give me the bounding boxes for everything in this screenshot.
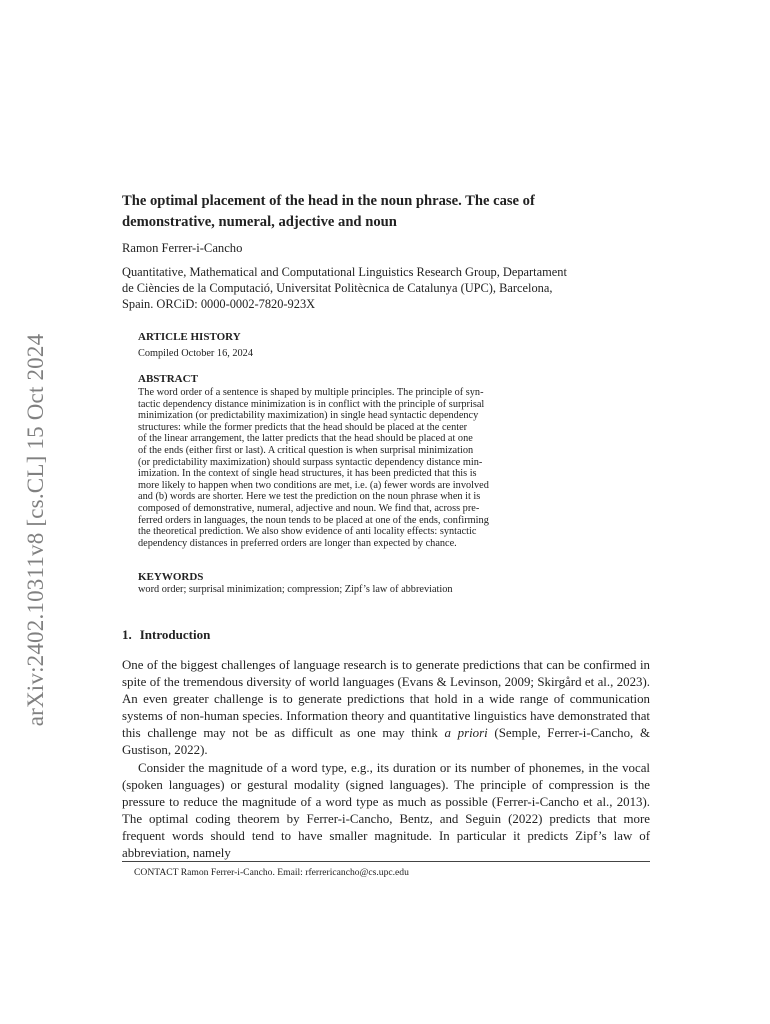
section-title: Introduction (139, 627, 211, 642)
abstract-line: ferred orders in languages, the noun tends to be placed at one of the ends, confirming (138, 514, 489, 526)
section-heading (122, 627, 210, 643)
affiliation-line-2: de Ciències de la Computació, Universitat Politècnica de Catalunya (UPC), Barcelona, (122, 281, 553, 295)
affiliation-line-1: Quantitative, Mathematical and Computational Linguistics Research Group, Departament (122, 265, 567, 279)
abstract-line: dependency distances in preferred orders are longer than expected by chance. (138, 537, 457, 549)
contact-footnote: CONTACT Ramon Ferrer-i-Cancho. Email: rferrericancho@cs.upc.edu (134, 867, 409, 878)
footnote-rule (122, 861, 650, 862)
abstract-line: imization. In the context of single head structures, it has been predicted that this is (138, 468, 477, 480)
keywords-heading: KEYWORDS (138, 571, 204, 583)
abstract-line: structures: while the former predicts that the head should be placed at the center (138, 421, 468, 433)
paragraph-2: Consider the magnitude of a word type, e.g., its duration or its number of phonemes, in the vocal (spoken languages) or gestural modality (signed languages). The principle of compression is the pressure to reduce the magnitude of a word type as much as possible (Ferrer-i-Cancho et al., 2013). The optimal coding theorem by Ferrer-i-Cancho, Bentz, and Seguin (2022) predicts that more frequent words should tend to have smaller magnitude. In particular it predicts Zipf’s law of abbreviation, namely (122, 760, 650, 861)
paragraph-1-tail: (Semple, Ferrer-i-Cancho, & Gustison, 2022). (122, 726, 650, 758)
abstract-line: (or predictability maximization) should surpass syntactic dependency distance min- (138, 456, 483, 468)
abstract-line: The word order of a sentence is shaped by multiple principles. The principle of syn- (138, 387, 484, 398)
abstract-line: and (b) words are shorter. Here we test the prediction on the noun phrase when it is (138, 491, 481, 503)
author-name: Ramon Ferrer-i-Cancho (122, 241, 243, 255)
abstract-line: the theoretical prediction. We also show evidence of anti locality effects: syntactic (138, 526, 477, 538)
abstract-heading: ABSTRACT (138, 373, 198, 385)
abstract-line: tactic dependency distance minimization is in conflict with the principle of surprisal (138, 398, 485, 410)
abstract-line: composed of demonstrative, numeral, adjective and noun. We find that, across pre- (138, 502, 480, 514)
abstract-line: more likely to happen when two conditions are met, i.e. (a) fewer words are involved (138, 479, 489, 491)
keywords-list: word order; surprisal minimization; compression; Zipf’s law of abbreviation (138, 584, 453, 595)
author-affiliation (122, 264, 650, 312)
title-line-1: The optimal placement of the head in the noun phrase. The case of (122, 193, 535, 209)
paragraph-1-italic: a priori (444, 726, 488, 741)
abstract-line: minimization (or predictability maximization) in single head syntactic dependency (138, 410, 479, 422)
arxiv-sidebar (16, 320, 56, 740)
affiliation-line-3: Spain. ORCiD: 0000-0002-7820-923X (122, 297, 316, 311)
section-number: 1. (122, 627, 132, 642)
abstract-line: of the ends (either first or last). A critical question is when surprisal minimization (138, 444, 474, 456)
paper-title (122, 191, 652, 233)
article-history-heading: ARTICLE HISTORY (138, 331, 241, 343)
compiled-date: Compiled October 16, 2024 (138, 348, 253, 359)
body-text (122, 657, 650, 862)
paragraph-1 (122, 657, 650, 760)
arxiv-identifier: arXiv:2402.10311v8 [cs.CL] 15 Oct 2024 (23, 333, 48, 727)
abstract-line: of the linear arrangement, the latter predicts that the head should be placed at one (138, 433, 473, 445)
title-line-2: demonstrative, numeral, adjective and noun (122, 214, 397, 230)
paragraph-1-text: One of the biggest challenges of language research is to generate predictions that can be confirmed in spite of the tremendous diversity of world languages (Evans & Levinson, 2009; Skirgård et al., 2023). An even greater challenge is to generate predictions that hold in a wide range of communication systems of non-human species. Information theory and quantitative linguistics have demonstrated that this challenge may not be as difficult as one may think (122, 658, 650, 741)
abstract-body (138, 387, 572, 549)
